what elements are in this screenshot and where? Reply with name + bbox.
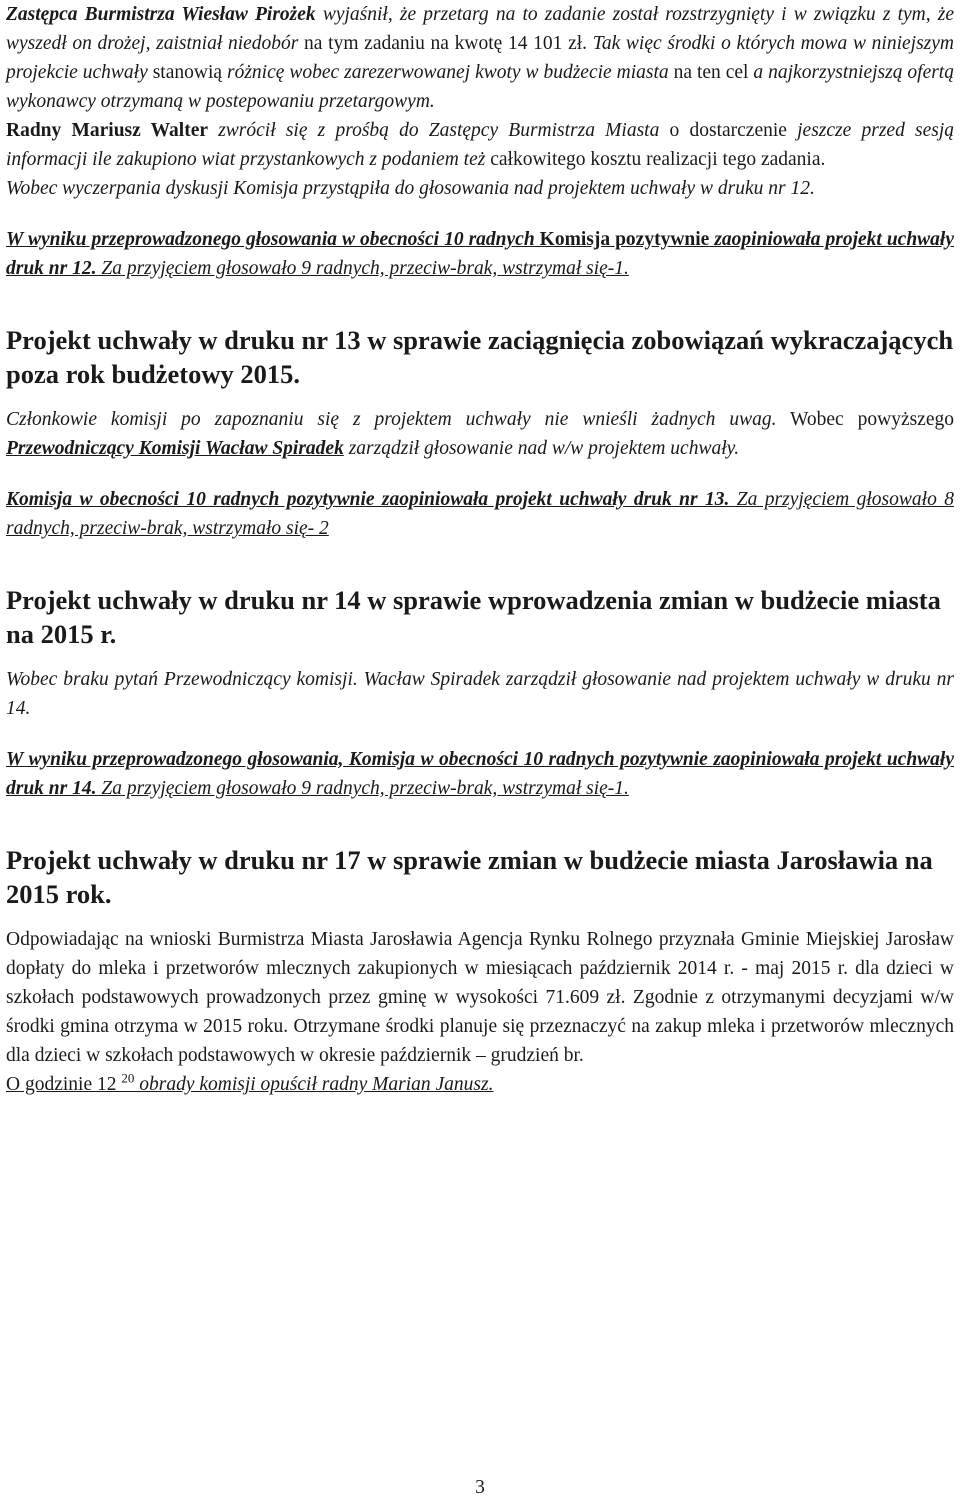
paragraph-discussion-end: Wobec wyczerpania dyskusji Komisja przystąpiła do głosowania nad projektem uchwały w druku nr 12.: [6, 178, 815, 199]
paragraph-vote-13: Komisja w obecności 10 radnych pozytywnie zaopiniowała projekt uchwały druk nr 13. Za przyjęciem głosowało 8 radnych, przeciw-brak, wstrzymało się- 2: [6, 489, 954, 539]
paragraph-members-13: Członkowie komisji po zapoznaniu się z projektem uchwały nie wnieśli żadnych uwag. Wobec powyższego Przewodniczący Komisji Wacław Spiradek zarządził głosowanie nad w/w projektem uchwały.: [6, 409, 954, 459]
speaker-name: Zastępca Burmistrza Wiesław Pirożek: [6, 4, 316, 25]
page-number: 3: [475, 1477, 485, 1498]
paragraph-walter: Radny Mariusz Walter zwrócił się z prośbą do Zastępcy Burmistrza Miasta o dostarczenie jeszcze przed sesją informacji ile zakupiono wiat przystankowych z podaniem też całkowitego kosztu realizacji tego zadania.: [6, 120, 955, 170]
paragraph-arr-milk: Odpowiadając na wnioski Burmistrza Miasta Jarosławia Agencja Rynku Rolnego przyznała Gminie Miejskiej Jarosław dopłaty do mleka i przetworów mlecznych zakupionych w miesiącach październik 2014 r. - maj 2015 r. dla dzieci w szkołach podstawowych prowadzonych przez gminę w wysokości 71.609 zł. Zgodnie z otrzymanymi decyzjami w/w środki gmina otrzyma w 2015 roku. Otrzymane środki planuje się przeznaczyć na zakup mleka i przetworów mlecznych dla dzieci w szkołach podstawowych w okresie październik – grudzień br.: [6, 929, 954, 1066]
heading-druk-14: Projekt uchwały w druku nr 14 w sprawie wprowadzenia zmian w budżecie miasta na 2015 r.: [6, 585, 941, 649]
heading-druk-17: Projekt uchwały w druku nr 17 w sprawie zmian w budżecie miasta Jarosławia na 2015 rok.: [6, 845, 933, 909]
paragraph-vote-14: W wyniku przeprowadzonego głosowania, Komisja w obecności 10 radnych pozytywnie zaopiniowała projekt uchwały druk nr 14. Za przyjęciem głosowało 9 radnych, przeciw-brak, wstrzymał się-1.: [6, 749, 954, 799]
document-page: [6, 0, 954, 1099]
heading-druk-13: Projekt uchwały w druku nr 13 w sprawie zaciągnięcia zobowiązań wykraczających poza rok budżetowy 2015.: [6, 325, 954, 389]
paragraph-pirozek: Zastępca Burmistrza Wiesław Pirożek wyjaśnił, że przetarg na to zadanie został rozstrzygnięty i w związku z tym, że wyszedł on drożej, zaistniał niedobór na tym zadaniu na kwotę 14 101 zł. Tak więc środki o których mowa w niniejszym projekcie uchwały stanowią różnicę wobec zarezerwowanej kwoty w budżecie miasta na ten cel a najkorzystniejszą ofertą wykonawcy otrzymaną w postepowaniu przetargowym.: [6, 4, 954, 112]
paragraph-vote-12: W wyniku przeprowadzonego głosowania w obecności 10 radnych Komisja pozytywnie zaopiniowała projekt uchwały druk nr 12. Za przyjęciem głosowało 9 radnych, przeciw-brak, wstrzymał się-1.: [6, 229, 955, 279]
speaker-name: Radny Mariusz Walter: [6, 120, 209, 141]
paragraph-leaving: O godzinie 12 $^{20}$ obrady komisji opuścił radny Marian Janusz.: [6, 1070, 494, 1095]
paragraph-no-questions-14: Wobec braku pytań Przewodniczący komisji. Wacław Spiradek zarządził głosowanie nad projektem uchwały w druku nr 14.: [6, 669, 954, 719]
